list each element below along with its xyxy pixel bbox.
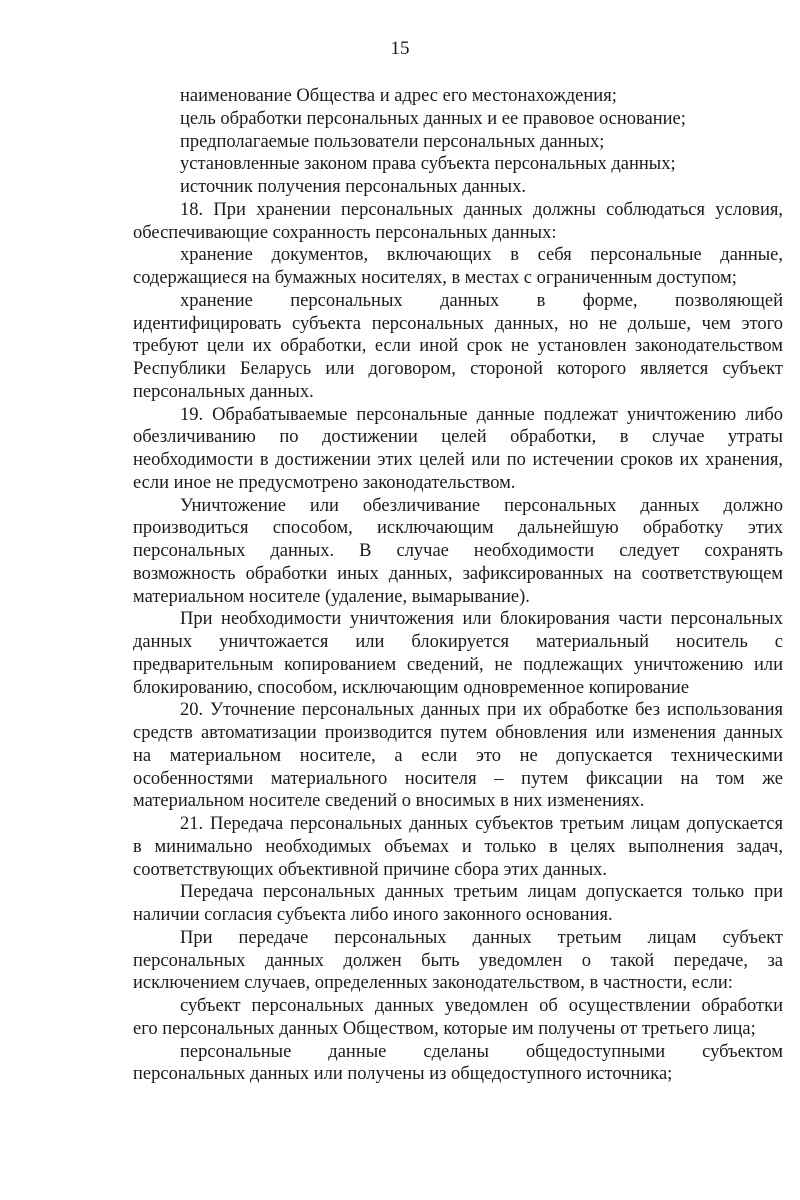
- text-line: наличии согласия субъекта либо иного законного основания.: [133, 905, 613, 925]
- text-line: персональных данных или получены из общедоступного источника;: [133, 1064, 673, 1085]
- paragraph: [133, 699, 783, 813]
- text-line: При передаче персональных данных третьим лицам субъект: [180, 927, 783, 948]
- paragraph: [133, 404, 783, 495]
- text-line: материальном носителе (удаление, вымарывание).: [133, 586, 530, 607]
- text-line: персональных данных должен быть уведомлен о такой передаче, за: [133, 950, 783, 971]
- text-line: персональные данные сделаны общедоступными субъектом: [180, 1041, 783, 1062]
- paragraph: [133, 131, 783, 154]
- text-line: блокированию, способом, исключающим одновременное копирование: [133, 677, 690, 698]
- text-line: в минимально необходимых объемах и только в целях выполнения задач,: [133, 836, 783, 857]
- text-line: персональных данных.: [133, 381, 314, 402]
- text-line: содержащиеся на бумажных носителях, в местах с ограниченным доступом;: [133, 268, 737, 288]
- document-body: [133, 85, 783, 1086]
- text-line: 21. Передача персональных данных субъектов третьим лицам допускается: [180, 814, 783, 834]
- paragraph: [133, 881, 783, 927]
- text-line: материальном носителе сведений о вносимых в них изменениях.: [133, 791, 645, 812]
- text-line: на материальном носителе, а если это не допускается техническими: [133, 745, 783, 766]
- text-line: 19. Обрабатываемые персональные данные подлежат уничтожению либо: [180, 404, 783, 425]
- paragraph: [133, 176, 783, 199]
- text-line: возможность обработки иных данных, зафиксированных на соответствующем: [133, 563, 783, 584]
- text-line: При необходимости уничтожения или блокирования части персональных: [180, 609, 783, 630]
- text-line: 18. При хранении персональных данных должны соблюдаться условия,: [180, 199, 783, 220]
- text-line: установленные законом права субъекта персональных данных;: [180, 154, 676, 175]
- text-line: данных уничтожается или блокируется материальный носитель с: [133, 632, 783, 652]
- text-line: хранение документов, включающих в себя персональные данные,: [180, 245, 783, 266]
- text-line: субъект персональных данных уведомлен об осуществлении обработки: [180, 996, 783, 1016]
- text-line: необходимости в достижении этих целей или по истечении сроков их хранения,: [133, 450, 783, 470]
- text-line: средств автоматизации производится путем обновления или изменения данных: [133, 723, 783, 743]
- text-line: его персональных данных Обществом, которые им получены от третьего лица;: [133, 1018, 756, 1039]
- text-line: предварительным копированием сведений, не подлежащих уничтожению или: [133, 654, 783, 675]
- paragraph: [133, 199, 783, 245]
- text-line: соответствующих объективной причине сбора этих данных.: [133, 859, 608, 880]
- paragraph: [133, 995, 783, 1041]
- paragraph: [133, 244, 783, 290]
- paragraph: [133, 290, 783, 404]
- text-line: обеспечивающие сохранность персональных данных:: [133, 222, 557, 243]
- text-line: наименование Общества и адрес его местонахождения;: [180, 86, 617, 106]
- paragraph: [133, 108, 783, 131]
- paragraph: [133, 153, 783, 176]
- text-line: идентифицировать субъекта персональных данных, но не дольше, чем этого: [133, 313, 783, 334]
- text-line: Уничтожение или обезличивание персональных данных должно: [180, 495, 783, 516]
- text-line: Республики Беларусь или договором, стороной которого является субъект: [133, 359, 783, 379]
- text-line: источник получения персональных данных.: [180, 177, 526, 197]
- text-line: производиться способом, исключающим дальнейшую обработку этих: [133, 518, 783, 539]
- paragraph: [133, 1041, 783, 1087]
- paragraph: [133, 495, 783, 609]
- text-line: предполагаемые пользователи персональных данных;: [180, 131, 605, 152]
- paragraph: [133, 927, 783, 995]
- paragraph: [133, 813, 783, 881]
- text-line: персональных данных. В случае необходимости следует сохранять: [133, 541, 783, 561]
- text-line: обезличиванию по достижении целей обработки, в случае утраты: [133, 427, 783, 448]
- text-line: исключением случаев, определенных законодательством, в частности, если:: [133, 973, 733, 994]
- paragraph: [133, 85, 783, 108]
- text-line: если иное не предусмотрено законодательством.: [133, 472, 516, 493]
- paragraph: [133, 608, 783, 699]
- text-line: требуют цели их обработки, если иной срок не установлен законодательством: [133, 336, 783, 357]
- page-number: 15: [390, 38, 410, 59]
- text-line: особенностями материального носителя – путем фиксации на том же: [133, 768, 783, 789]
- text-line: 20. Уточнение персональных данных при их обработке без использования: [180, 700, 783, 721]
- text-line: хранение персональных данных в форме, позволяющей: [180, 290, 783, 311]
- text-line: цель обработки персональных данных и ее правовое основание;: [180, 108, 686, 129]
- text-line: Передача персональных данных третьим лицам допускается только при: [180, 882, 783, 903]
